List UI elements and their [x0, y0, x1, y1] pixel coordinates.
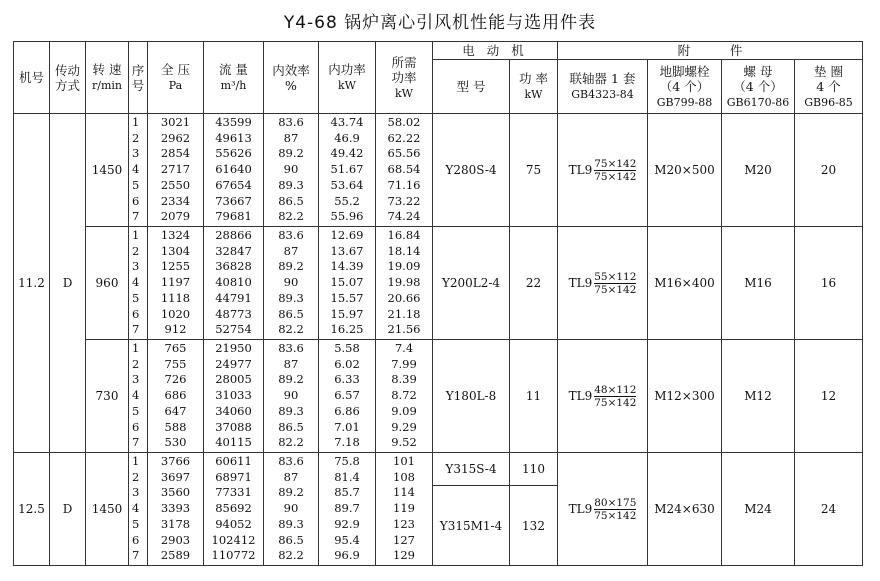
col-accessories: 附 件 [558, 42, 863, 60]
col-efficiency: 内效率 % [264, 42, 319, 114]
speed-cell: 730 [86, 340, 129, 453]
machine-no-cell: 11.2 [14, 114, 50, 453]
washer-cell: 20 [795, 114, 863, 227]
internal-power-list: 12.69 13.67 14.39 15.07 15.57 15.97 16.25 [319, 227, 376, 340]
pressure-list: 1324 1304 1255 1197 1118 1020 912 [148, 227, 204, 340]
coupling-cell: TL9 $\frac{80\times 175}{75\times 142}$ [558, 453, 648, 566]
motor-power-cell: 22 [510, 227, 558, 340]
flow-list: 43599 49613 55626 61640 67654 73667 79681 [204, 114, 264, 227]
pressure-list: 3766 3697 3560 3393 3178 2903 2589 [148, 453, 204, 566]
col-machine-no: 机号 [14, 42, 50, 114]
coupling-cell: TL9 $\frac{48\times 112}{75\times 142}$ [558, 340, 648, 453]
col-motor-model: 型 号 [433, 60, 510, 114]
nut-cell: M12 [722, 340, 795, 453]
motor-power-cell: 132 [510, 486, 558, 566]
col-required-power: 所需功率 kW [376, 42, 433, 114]
efficiency-list: 83.6 87 89.2 90 89.3 86.5 82.2 [264, 453, 319, 566]
required-power-list: 101 108 114 119 123 127 129 [376, 453, 433, 566]
washer-cell: 12 [795, 340, 863, 453]
pressure-list: 765 755 726 686 647 588 530 [148, 340, 204, 453]
col-internal-power: 内功率 kW [319, 42, 376, 114]
speed-cell: 1450 [86, 114, 129, 227]
col-motor: 电 动 机 [433, 42, 558, 60]
col-seq: 序号 [129, 42, 148, 114]
seq-list: 1 2 3 4 5 6 7 [129, 453, 148, 566]
internal-power-list: 43.74 46.9 49.42 51.67 53.64 55.2 55.96 [319, 114, 376, 227]
internal-power-list: 75.8 81.4 85.7 89.7 92.9 95.4 96.9 [319, 453, 376, 566]
washer-cell: 24 [795, 453, 863, 566]
drive-cell: D [50, 114, 86, 453]
col-speed: 转 速 r/min [86, 42, 129, 114]
efficiency-list: 83.6 87 89.2 90 89.3 86.5 82.2 [264, 227, 319, 340]
col-anchor-bolt: 地脚螺栓 （4 个） GB799-88 [648, 60, 722, 114]
efficiency-list: 83.6 87 89.2 90 89.3 86.5 82.2 [264, 114, 319, 227]
seq-list: 1 2 3 4 5 6 7 [129, 340, 148, 453]
col-pressure: 全 压 Pa [148, 42, 204, 114]
motor-model-cell: Y315S-4 [433, 453, 510, 486]
speed-cell: 960 [86, 227, 129, 340]
seq-list: 1 2 3 4 5 6 7 [129, 114, 148, 227]
pressure-list: 3021 2962 2854 2717 2550 2334 2079 [148, 114, 204, 227]
table-row [14, 114, 863, 227]
drive-cell: D [50, 453, 86, 566]
internal-power-list: 5.58 6.02 6.33 6.57 6.86 7.01 7.18 [319, 340, 376, 453]
flow-list: 28866 32847 36828 40810 44791 48773 52754 [204, 227, 264, 340]
anchor-bolt-cell: M16×400 [648, 227, 722, 340]
washer-cell: 16 [795, 227, 863, 340]
table-row [14, 340, 863, 453]
flow-list: 21950 24977 28005 31033 34060 37088 40115 [204, 340, 264, 453]
machine-no-cell: 12.5 [14, 453, 50, 566]
speed-cell: 1450 [86, 453, 129, 566]
performance-table [13, 41, 863, 566]
motor-model-cell: Y280S-4 [433, 114, 510, 227]
nut-cell: M16 [722, 227, 795, 340]
coupling-cell: TL9 $\frac{55\times 112}{75\times 142}$ [558, 227, 648, 340]
nut-cell: M24 [722, 453, 795, 566]
col-flow: 流 量 m³/h [204, 42, 264, 114]
col-washer: 垫 圈 4 个 GB96-85 [795, 60, 863, 114]
required-power-list: 58.02 62.22 65.56 68.54 71.16 73.22 74.24 [376, 114, 433, 227]
coupling-cell: TL9 $\frac{75\times 142}{75\times 142}$ [558, 114, 648, 227]
required-power-list: 7.4 7.99 8.39 8.72 9.09 9.29 9.52 [376, 340, 433, 453]
required-power-list: 16.84 18.14 19.09 19.98 20.66 21.18 21.56 [376, 227, 433, 340]
anchor-bolt-cell: M12×300 [648, 340, 722, 453]
anchor-bolt-cell: M24×630 [648, 453, 722, 566]
motor-power-cell: 11 [510, 340, 558, 453]
anchor-bolt-cell: M20×500 [648, 114, 722, 227]
seq-list: 1 2 3 4 5 6 7 [129, 227, 148, 340]
flow-list: 60611 68971 77331 85692 94052 102412 110772 [204, 453, 264, 566]
col-coupling: 联轴器 1 套 GB4323-84 [558, 60, 648, 114]
page-title: Y4-68 锅炉离心引风机性能与选用件表 [283, 13, 597, 33]
col-nut: 螺 母 （4 个） GB6170-86 [722, 60, 795, 114]
header-row-1 [14, 42, 863, 60]
efficiency-list: 83.6 87 89.2 90 89.3 86.5 82.2 [264, 340, 319, 453]
table-row [14, 453, 863, 486]
motor-power-cell: 75 [510, 114, 558, 227]
motor-model-cell: Y315M1-4 [433, 486, 510, 566]
col-motor-power: 功 率 kW [510, 60, 558, 114]
nut-cell: M20 [722, 114, 795, 227]
motor-model-cell: Y180L-8 [433, 340, 510, 453]
table-row [14, 227, 863, 340]
motor-power-cell: 110 [510, 453, 558, 486]
motor-model-cell: Y200L2-4 [433, 227, 510, 340]
col-drive: 传动方式 [50, 42, 86, 114]
